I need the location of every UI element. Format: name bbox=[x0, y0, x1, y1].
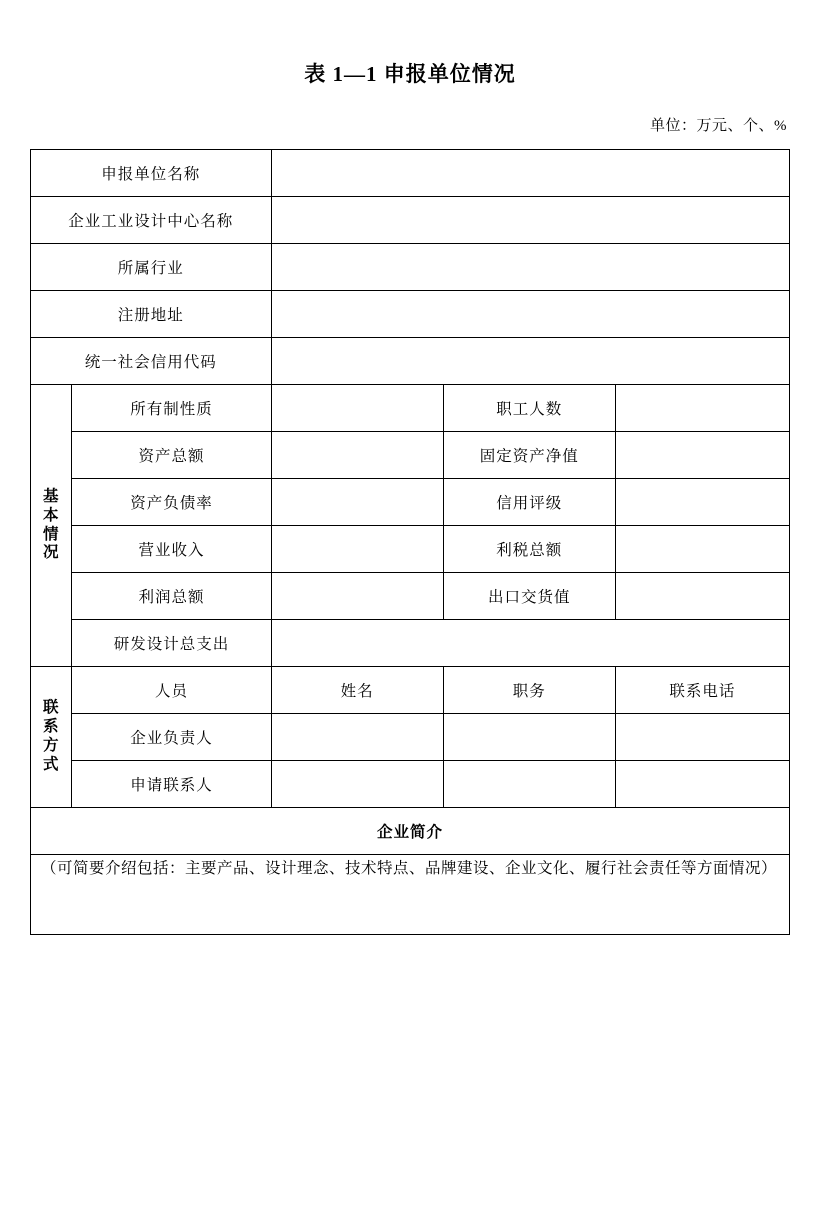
field-label-employees: 职工人数 bbox=[443, 385, 615, 432]
table-row bbox=[31, 855, 790, 935]
field-label-net-fixed-assets: 固定资产净值 bbox=[443, 432, 615, 479]
field-label-export-delivery-value: 出口交货值 bbox=[443, 573, 615, 620]
table-row bbox=[31, 197, 790, 244]
table-row bbox=[31, 573, 790, 620]
field-value-credit-rating[interactable] bbox=[615, 479, 789, 526]
field-label-applicant-contact: 申请联系人 bbox=[72, 761, 271, 808]
section-label-basic-info-char-2: 本 bbox=[42, 506, 60, 524]
section-label-contact-char-4: 式 bbox=[42, 755, 60, 773]
section-label-basic-info-char-3: 情 bbox=[42, 525, 60, 543]
application-form-table bbox=[30, 149, 790, 935]
column-header-phone: 联系电话 bbox=[615, 667, 789, 714]
field-label-total-assets: 资产总额 bbox=[72, 432, 271, 479]
field-label-profit-tax-total: 利税总额 bbox=[443, 526, 615, 573]
field-value-export-delivery-value[interactable] bbox=[615, 573, 789, 620]
field-label-debt-ratio: 资产负债率 bbox=[72, 479, 271, 526]
unit-note: 单位：万元、个、% bbox=[650, 118, 787, 134]
field-value-company-leader-position[interactable] bbox=[443, 714, 615, 761]
section-label-basic-info-char-1: 基 bbox=[42, 487, 60, 505]
field-value-design-center-name[interactable] bbox=[271, 197, 789, 244]
section-label-contact-char-2: 系 bbox=[42, 718, 60, 736]
field-value-company-intro[interactable] bbox=[31, 855, 790, 935]
field-label-ownership: 所有制性质 bbox=[72, 385, 271, 432]
field-value-debt-ratio[interactable] bbox=[271, 479, 443, 526]
field-value-registered-address[interactable] bbox=[271, 291, 789, 338]
field-value-company-leader-phone[interactable] bbox=[615, 714, 789, 761]
table-row bbox=[31, 667, 790, 714]
table-row bbox=[31, 479, 790, 526]
field-label-credit-code: 统一社会信用代码 bbox=[31, 338, 272, 385]
section-label-contact-char-3: 方 bbox=[42, 737, 60, 754]
page-title: 表 1—1 申报单位情况 bbox=[304, 62, 516, 86]
field-value-ownership[interactable] bbox=[271, 385, 443, 432]
field-label-total-profit: 利润总额 bbox=[72, 573, 271, 620]
company-intro-hint: （可简要介绍包括：主要产品、设计理念、技术特点、品牌建设、企业文化、履行社会责任等方面情况） bbox=[41, 860, 778, 877]
document-page bbox=[0, 58, 820, 1208]
field-value-rd-design-expenditure[interactable] bbox=[271, 620, 789, 667]
table-row bbox=[31, 150, 790, 197]
field-value-total-assets[interactable] bbox=[271, 432, 443, 479]
table-row bbox=[31, 620, 790, 667]
field-value-profit-tax-total[interactable] bbox=[615, 526, 789, 573]
table-row bbox=[31, 432, 790, 479]
field-label-registered-address: 注册地址 bbox=[31, 291, 272, 338]
column-header-name: 姓名 bbox=[271, 667, 443, 714]
table-row bbox=[31, 338, 790, 385]
field-value-employees[interactable] bbox=[615, 385, 789, 432]
field-value-industry[interactable] bbox=[271, 244, 789, 291]
field-label-credit-rating: 信用评级 bbox=[443, 479, 615, 526]
field-label-operating-revenue: 营业收入 bbox=[72, 526, 271, 573]
table-row bbox=[31, 244, 790, 291]
section-label-basic-info-char-4: 况 bbox=[42, 544, 60, 562]
section-label-basic-info bbox=[31, 385, 72, 667]
field-value-total-profit[interactable] bbox=[271, 573, 443, 620]
section-label-contact bbox=[31, 667, 72, 808]
field-label-industry: 所属行业 bbox=[31, 244, 272, 291]
table-row bbox=[31, 808, 790, 855]
field-label-design-center-name: 企业工业设计中心名称 bbox=[31, 197, 272, 244]
field-value-company-leader-name[interactable] bbox=[271, 714, 443, 761]
table-row bbox=[31, 761, 790, 808]
field-value-applicant-contact-position[interactable] bbox=[443, 761, 615, 808]
table-row bbox=[31, 291, 790, 338]
column-header-position: 职务 bbox=[443, 667, 615, 714]
field-value-net-fixed-assets[interactable] bbox=[615, 432, 789, 479]
field-value-applicant-contact-name[interactable] bbox=[271, 761, 443, 808]
field-value-credit-code[interactable] bbox=[271, 338, 789, 385]
field-value-applicant-name[interactable] bbox=[271, 150, 789, 197]
section-label-contact-char-1: 联 bbox=[42, 699, 60, 717]
table-row bbox=[31, 385, 790, 432]
section-heading-company-intro: 企业简介 bbox=[31, 808, 790, 855]
field-label-applicant-name: 申报单位名称 bbox=[31, 150, 272, 197]
field-value-applicant-contact-phone[interactable] bbox=[615, 761, 789, 808]
field-label-rd-design-expenditure: 研发设计总支出 bbox=[72, 620, 271, 667]
field-label-company-leader: 企业负责人 bbox=[72, 714, 271, 761]
field-value-operating-revenue[interactable] bbox=[271, 526, 443, 573]
table-row bbox=[31, 714, 790, 761]
column-header-person: 人员 bbox=[72, 667, 271, 714]
table-row bbox=[31, 526, 790, 573]
